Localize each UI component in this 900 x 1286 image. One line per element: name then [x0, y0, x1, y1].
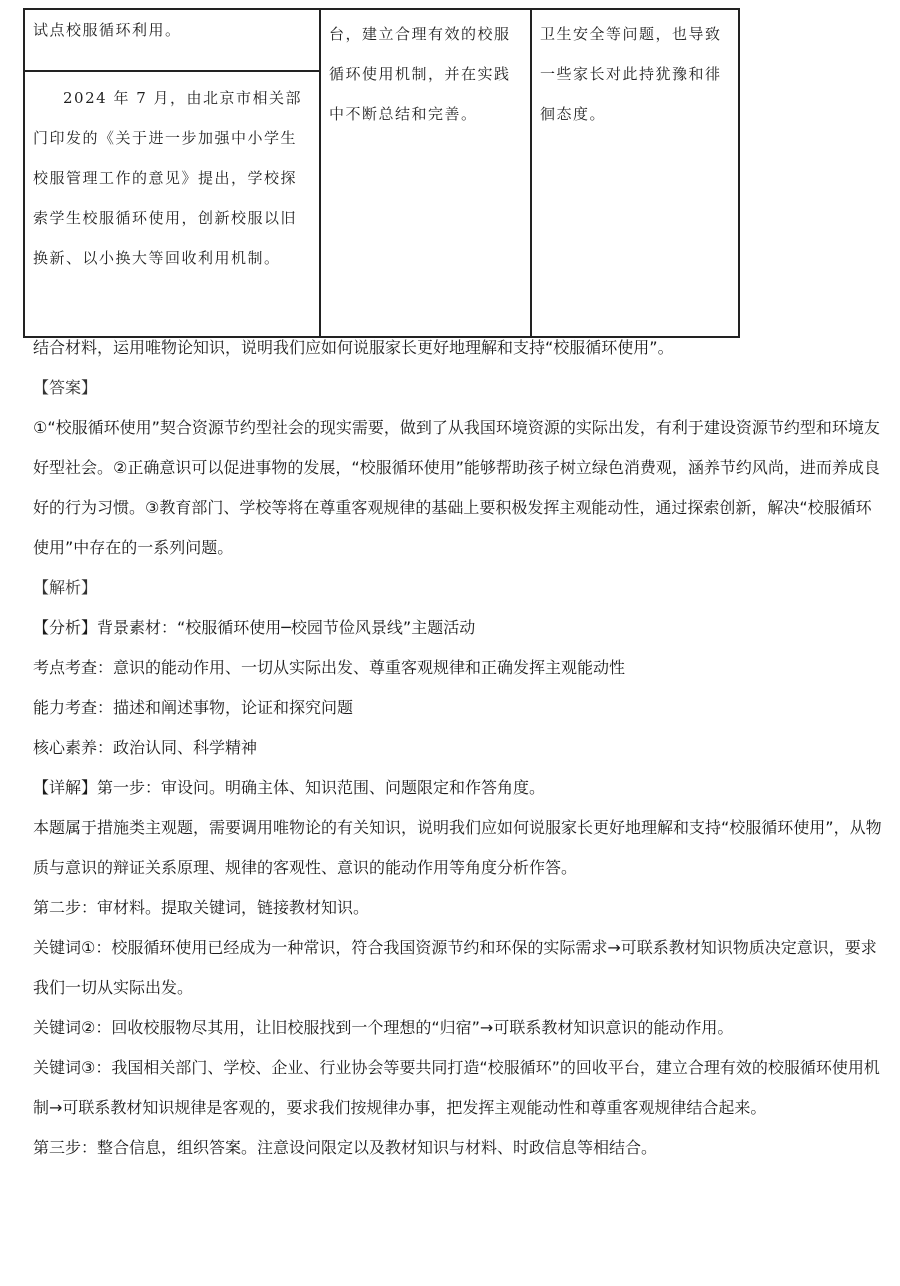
document-body [33, 328, 883, 1168]
analysis-literacy: 核心素养：政治认同、科学精神 [33, 738, 258, 757]
step1-detail: 本题属于措施类主观题，需要调用唯物论的有关知识，说明我们应如何说服家长更好地理解和支持“校服循环使用”，从物质与意识的辩证关系原理、规律的客观性、意识的能动作用等角度分析作答。 [33, 818, 882, 877]
step2-heading: 第二步：审材料。提取关键词，链接教材知识。 [33, 898, 370, 917]
keyword-2: 关键词②：回收校服物尽其用，让旧校服找到一个理想的“归宿”→可联系教材知识意识的能动作用。 [33, 1018, 734, 1037]
question-text: 结合材料，运用唯物论知识，说明我们应如何说服家长更好地理解和支持“校服循环使用”。 [33, 338, 674, 357]
answer-text: ①“校服循环使用”契合资源节约型社会的现实需要，做到了从我国环境资源的实际出发，有利于建设资源节约型和环境友好型社会。②正确意识可以促进事物的发展，“校服循环使用”能够帮助孩子树立绿色消费观，涵养节约风尚，进而养成良好的行为习惯。③教育部门、学校等将在尊重客观规律的基础上要积极发挥主观能动性，通过探索创新，解决“校服循环使用”中存在的一系列问题。 [33, 418, 880, 557]
material-cell-top-left: 试点校服循环利用。 [24, 9, 320, 71]
keyword-1: 关键词①：校服循环使用已经成为一种常识，符合我国资源节约和环保的实际需求→可联系教材知识物质决定意识，要求我们一切从实际出发。 [33, 938, 877, 997]
analysis-label: 【解析】 [33, 578, 98, 597]
step3-heading: 第三步：整合信息，组织答案。注意设问限定以及教材知识与材料、时政信息等相结合。 [33, 1138, 658, 1157]
analysis-background: 【分析】背景素材：“校服循环使用─校园节俭风景线”主题活动 [33, 618, 476, 637]
keyword-3: 关键词③：我国相关部门、学校、企业、行业协会等要共同打造“校服循环”的回收平台，建立合理有效的校服循环使用机制→可联系教材知识规律是客观的，要求我们按规律办事，把发挥主观能动性和尊重客观规律结合起来。 [33, 1058, 880, 1117]
step1-heading: 【详解】第一步：审设问。明确主体、知识范围、问题限定和作答角度。 [33, 778, 546, 797]
material-cell-middle: 台，建立合理有效的校服循环使用机制，并在实践中不断总结和完善。 [320, 9, 531, 337]
answer-label: 【答案】 [33, 378, 98, 397]
material-table [23, 8, 740, 338]
analysis-exam-points: 考点考查：意识的能动作用、一切从实际出发、尊重客观规律和正确发挥主观能动性 [33, 658, 626, 677]
material-cell-right: 卫生安全等问题，也导致一些家长对此持犹豫和徘徊态度。 [531, 9, 739, 337]
analysis-ability: 能力考查：描述和阐述事物，论证和探究问题 [33, 698, 354, 717]
material-cell-bottom-left: 2024 年 7 月，由北京市相关部门印发的《关于进一步加强中小学生校服管理工作的意见》提出，学校探索学生校服循环使用，创新校服以旧换新、以小换大等回收利用机制。 [24, 71, 320, 337]
